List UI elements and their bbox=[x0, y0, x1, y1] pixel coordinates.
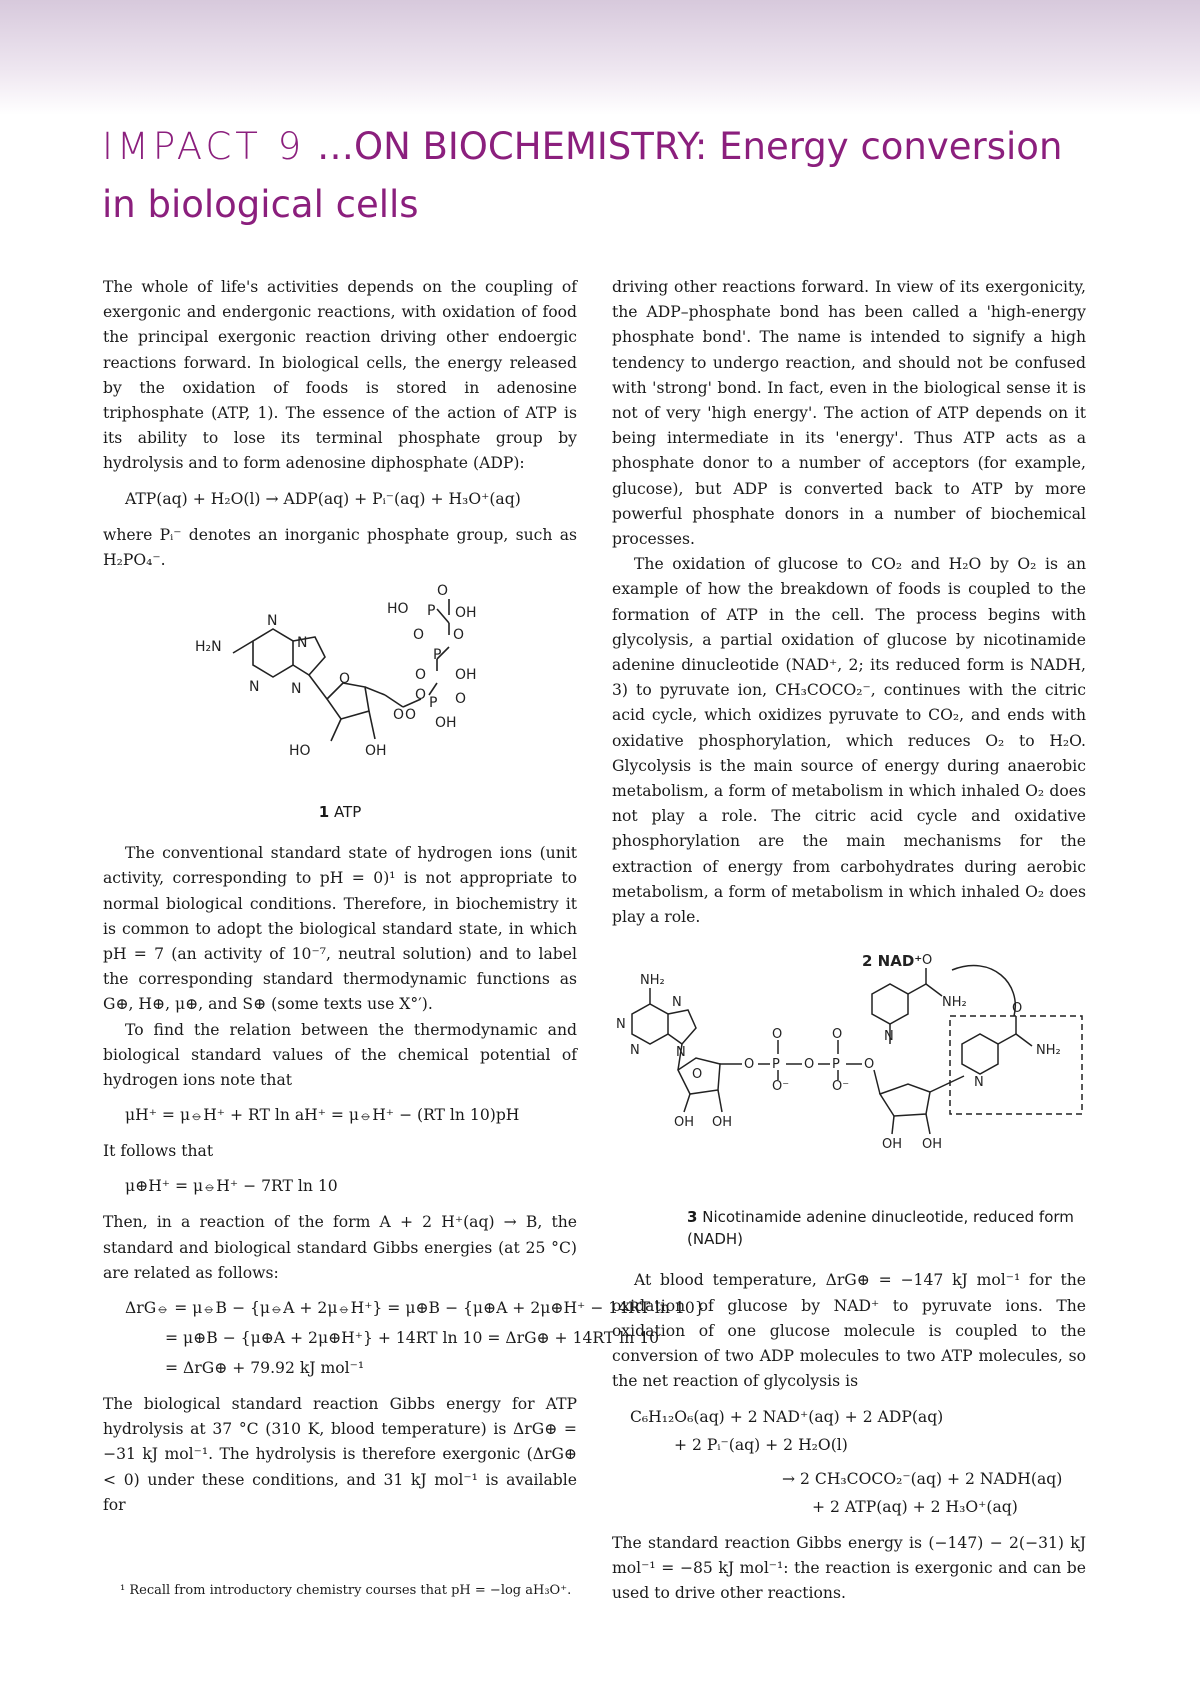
struct-label: N bbox=[974, 1075, 984, 1091]
equation-gibbs-line3: = ΔrG⊕ + 79.92 kJ mol⁻¹ bbox=[165, 1359, 365, 1378]
struct-label: P bbox=[832, 1057, 840, 1073]
equation-bio-potential: μ⊕H⁺ = μ⦵H⁺ − 7RT ln 10 bbox=[125, 1177, 338, 1196]
struct-label: OH bbox=[455, 605, 477, 622]
figure-caption-text: ATP bbox=[333, 803, 362, 822]
paragraph: The conventional standard state of hydrogen ions (unit activity, corresponding to pH = 0)¹ is not appropriate to normal biological conditions. Therefore, in biochemistry it is common to adopt the biological standard state, in which pH = 7 (an activity of 10⁻⁷, neutral solution) and to label the corresponding standard thermodynamic functions as G⊕, H⊕, μ⊕, and S⊕ (some texts use X°′). bbox=[103, 844, 577, 1014]
struct-label: N bbox=[672, 995, 682, 1011]
struct-label: N bbox=[884, 1029, 894, 1045]
struct-label: N bbox=[267, 613, 278, 630]
figure-atp-structure bbox=[103, 579, 577, 823]
struct-label: N bbox=[297, 635, 308, 652]
struct-label: OH bbox=[455, 667, 477, 684]
struct-label: OH bbox=[882, 1137, 903, 1153]
struct-label: O bbox=[455, 691, 467, 708]
struct-label: O bbox=[437, 583, 449, 600]
atp-structure-diagram bbox=[103, 579, 577, 789]
paragraph: The biological standard reaction Gibbs energy for ATP hydrolysis at 37 °C (310 K, blood temperature) is ΔrG⊕ = −31 kJ mol⁻¹. The hydrolysis is therefore exergonic (ΔrG⊕ < 0) under these conditions, and 31 kJ mol⁻¹ is available for bbox=[103, 1395, 577, 1514]
struct-label: O bbox=[405, 707, 417, 724]
struct-label: O bbox=[804, 1057, 815, 1073]
title-text: …ON BIOCHEMISTRY: Energy conversion in biological cells bbox=[102, 125, 1063, 226]
figure-caption bbox=[103, 801, 577, 823]
figure-caption-text: Nicotinamide adenine dinucleotide, reduced form (NADH) bbox=[687, 1208, 1074, 1249]
struct-label: OH bbox=[674, 1115, 695, 1131]
struct-label: O⁻ bbox=[772, 1079, 790, 1095]
struct-label: N bbox=[249, 679, 260, 696]
struct-label: O⁻ bbox=[832, 1079, 850, 1095]
paragraph: Then, in a reaction of the form A + 2 H⁺(aq) → B, the standard and biological standard Gibbs energies (at 25 °C) are related as follows: bbox=[103, 1213, 577, 1282]
struct-label: OH bbox=[922, 1137, 943, 1153]
struct-label: O bbox=[415, 687, 427, 704]
struct-label: P bbox=[433, 647, 442, 664]
equation-glycolysis-line2: + 2 Pᵢ⁻(aq) + 2 H₂O(l) bbox=[674, 1435, 848, 1454]
struct-label: O bbox=[339, 671, 351, 688]
figure-nad-structures bbox=[612, 944, 1086, 1250]
struct-label: O bbox=[415, 667, 427, 684]
struct-label: NH₂ bbox=[1036, 1043, 1061, 1059]
struct-label: P bbox=[429, 695, 438, 712]
paragraph: driving other reactions forward. In view of its exergonicity, the ADP–phosphate bond has been called a 'high-energy phosphate bond'. The name is intended to signify a high tendency to undergo reaction, and should not be confused with 'strong' bond. In fact, even in the biological sense it is not of very 'high energy'. The action of ATP depends on it being intermediate in its 'energy'. Thus ATP acts as a phosphate donor to a number of acceptors (for example, glucose), but ADP is converted back to ATP by more powerful phosphate donors in a number of biochemical processes. bbox=[612, 278, 1086, 549]
struct-label: O bbox=[1012, 1001, 1023, 1017]
paragraph: The whole of life's activities depends on the coupling of exergonic and endergonic reactions, with oxidation of food the principal exergonic reaction driving other endoergic reactions forward. In biological cells, the energy released by the oxidation of foods is stored in adenosine triphosphate (ATP, 1). The essence of the action of ATP is its ability to lose its terminal phosphate group by hydrolysis and to form adenosine diphosphate (ADP): bbox=[103, 278, 577, 473]
struct-label: NH₂ bbox=[942, 995, 967, 1011]
struct-label: P bbox=[772, 1057, 780, 1073]
struct-label: P bbox=[427, 603, 436, 620]
paragraph: where Pᵢ⁻ denotes an inorganic phosphate group, such as H₂PO₄⁻. bbox=[103, 525, 577, 569]
right-column bbox=[612, 275, 1086, 1606]
paragraph: To find the relation between the thermodynamic and biological standard values of the chemical potential of hydrogen ions note that bbox=[103, 1020, 577, 1090]
footnote: ¹ Recall from introductory chemistry courses that pH = −log aH₃O⁺. bbox=[120, 1583, 572, 1598]
struct-label: O bbox=[393, 707, 405, 724]
struct-label: O bbox=[864, 1057, 875, 1073]
struct-label: O bbox=[453, 627, 465, 644]
equation-gibbs-line2: = μ⊕B − {μ⊕A + 2μ⊕H⁺} + 14RT ln 10 = ΔrG⊕ + 14RT ln 10 bbox=[165, 1329, 660, 1348]
struct-label: NH₂ bbox=[640, 973, 665, 989]
struct-label: O bbox=[744, 1057, 755, 1073]
figure-caption bbox=[612, 1206, 1086, 1250]
struct-label: HO bbox=[387, 601, 409, 618]
equation-gibbs-line1: ΔrG⦵ = μ⦵B − {μ⦵A + 2μ⦵H⁺} = μ⊕B − {μ⊕A + 2μ⊕H⁺ − 14RT ln 10} bbox=[125, 1299, 705, 1318]
struct-label: O bbox=[692, 1067, 703, 1083]
page-title bbox=[102, 118, 1102, 234]
struct-label: OH bbox=[365, 743, 387, 760]
impact-label: IMPACT 9 bbox=[102, 125, 306, 168]
struct-label: N bbox=[616, 1017, 626, 1033]
struct-label: O bbox=[413, 627, 425, 644]
struct-label: N bbox=[291, 681, 302, 698]
equation-atp-hydrolysis: ATP(aq) + H₂O(l) → ADP(aq) + Pᵢ⁻(aq) + H₃O⁺(aq) bbox=[125, 489, 521, 508]
figure-number: 1 bbox=[318, 803, 330, 822]
equation-chemical-potential: μH⁺ = μ⦵H⁺ + RT ln aH⁺ = μ⦵H⁺ − (RT ln 10)pH bbox=[125, 1106, 520, 1125]
struct-label: OH bbox=[712, 1115, 733, 1131]
paragraph: The oxidation of glucose to CO₂ and H₂O by O₂ is an example of how the breakdown of foods is coupled to the formation of ATP in the cell. The process begins with glycolysis, a partial oxidation of glucose by nicotinamide adenine dinucleotide (NAD⁺, 2; its reduced form is NADH, 3) to pyruvate ion, CH₃COCO₂⁻, continues with the citric acid cycle, which oxidizes pyruvate to CO₂, and ends with oxidative phosphorylation, which reduces O₂ to H₂O. Glycolysis is the main source of energy during anaerobic metabolism, a form of metabolism in which inhaled O₂ does not play a role. The citric acid cycle and oxidative phosphorylation are the main mechanisms for the extraction of energy from carbohydrates during aerobic metabolism, a form of metabolism in which inhaled O₂ does play a role. bbox=[612, 555, 1086, 927]
equation-glycolysis-line4: + 2 ATP(aq) + 2 H₃O⁺(aq) bbox=[812, 1497, 1018, 1516]
nad-nadh-structure-diagram bbox=[612, 944, 1086, 1194]
paragraph: It follows that bbox=[103, 1142, 214, 1161]
paragraph: The standard reaction Gibbs energy is (−147) − 2(−31) kJ mol⁻¹ = −85 kJ mol⁻¹: the reaction is exergonic and can be used to drive other reactions. bbox=[612, 1533, 1086, 1602]
struct-label: OH bbox=[435, 715, 457, 732]
header-band bbox=[0, 0, 1200, 115]
struct-label: O bbox=[832, 1027, 843, 1043]
equation-glycolysis-line1: C₆H₁₂O₆(aq) + 2 NAD⁺(aq) + 2 ADP(aq) bbox=[630, 1407, 944, 1426]
struct-label: N bbox=[676, 1045, 686, 1061]
struct-label: O bbox=[922, 953, 933, 969]
struct-label: O bbox=[772, 1027, 783, 1043]
struct-label: N bbox=[630, 1043, 640, 1059]
struct-label: H₂N bbox=[195, 639, 222, 656]
nad-label: 2 NAD⁺ bbox=[862, 952, 923, 971]
equation-glycolysis-line3: → 2 CH₃COCO₂⁻(aq) + 2 NADH(aq) bbox=[782, 1469, 1063, 1488]
struct-label: HO bbox=[289, 743, 311, 760]
paragraph: At blood temperature, ΔrG⊕ = −147 kJ mol⁻¹ for the oxidation of glucose by NAD⁺ to pyruvate ions. The oxidation of one glucose molecule is coupled to the conversion of two ADP molecules to two ATP molecules, so the net reaction of glycolysis is bbox=[612, 1271, 1086, 1391]
figure-number: 3 bbox=[687, 1208, 698, 1227]
